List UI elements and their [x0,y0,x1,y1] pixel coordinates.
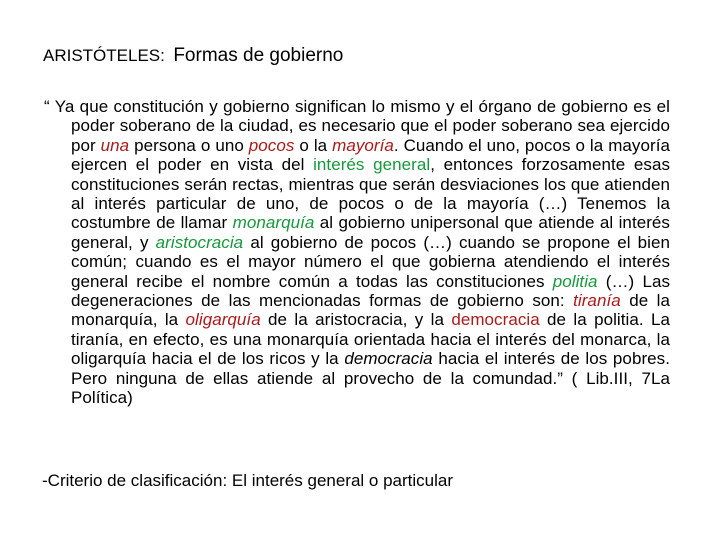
quote-term-democracia-2: democracia [344,349,433,369]
quote-term-monarquia: monarquía [232,213,315,233]
quote-term-tirania: tiranía [573,291,621,311]
quote-text-2: persona o uno [129,135,249,155]
aristotle-quote [44,97,670,408]
quote-text-4: . Cuando el uno, pocos o la mayoría ejercen el poder en vista del [71,135,670,175]
quote-term-interes-general: interés general [313,155,431,175]
quote-term-politia: politia [552,271,598,291]
quote-text-10: de la aristocracia, y la [260,310,452,330]
quote-text-11: de la politia. La tiranía, en efecto, es una monarquía orientada hacia el interés del monarca, la oligarquía hacia el de los ricos y la [71,310,670,369]
quote-term-pocos: pocos [248,135,295,155]
quote-text-9: de la monarquía, la [71,291,671,330]
slide-title [43,46,343,65]
quote-text-3: o la [294,135,333,155]
quote-text-8: (…) Las degeneraciones de las mencionadas formas de gobierno son: [71,271,670,311]
quote-term-democracia: democracia [451,310,540,330]
quote-text-5: , entonces forzosamente esas constituciones serán rectas, mientras que serán desviaciones los que atienden al interés particular de uno, de pocos o de la mayoría (…) Tenemos la costumbre de llamar [71,155,670,233]
quote-term-mayoria: mayoría [332,135,394,155]
quote-text-7: al gobierno de pocos (…) cuando se propone el bien común; cuando es el mayor número el que gobierna atendiendo el interés general recibe el nombre común a todas las constituciones [71,232,671,291]
quote-term-una: una [100,135,130,155]
title-subject: Formas de gobierno [173,45,344,66]
title-author: ARISTÓTELES: [43,46,165,65]
quote-text-12: hacia el interés de los pobres. Pero ninguna de ellas atiende al provecho de la comundad.” ( Lib.III, 7La Política) [71,349,670,408]
quote-text-6: al gobierno unipersonal que atiende al interés general, y [71,213,670,252]
quote-text-1: “ Ya que constitución y gobierno significan lo mismo y el órgano de gobierno es el poder soberano de la ciudad, es necesario que el poder soberano sea ejercido por [44,97,670,155]
classification-criterion: -Criterio de clasificación: El interés general o particular [42,471,454,490]
quote-term-oligarquia: oligarquía [185,310,261,330]
quote-term-aristocracia: aristocracia [155,232,244,252]
